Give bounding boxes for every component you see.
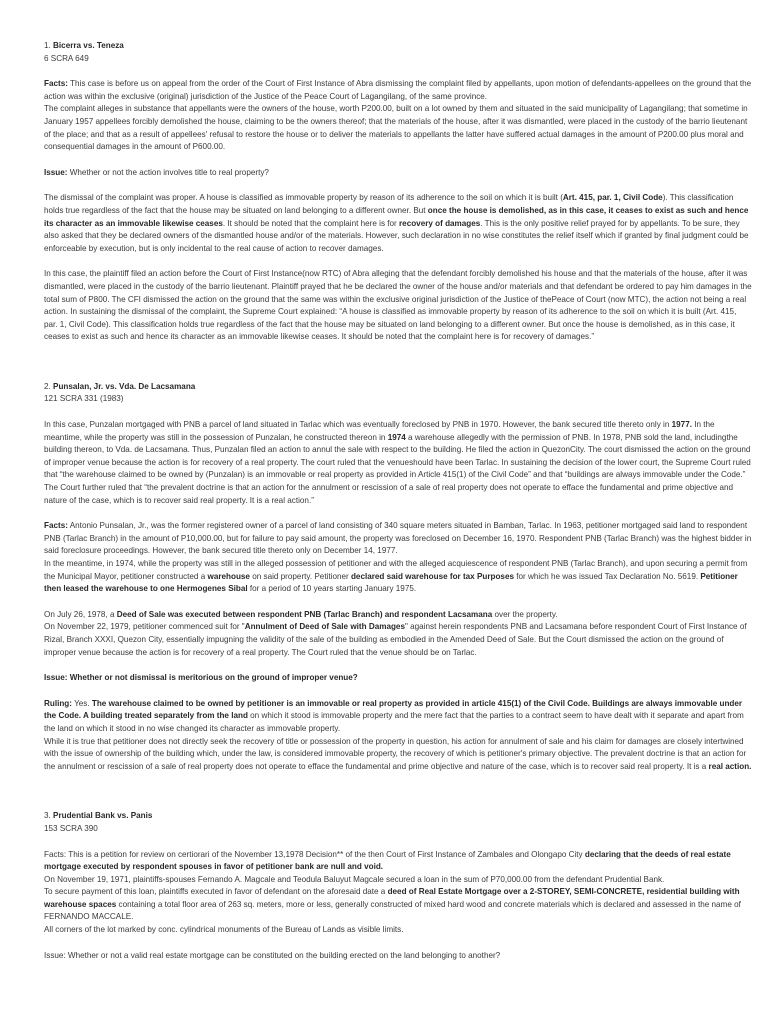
text-run: a warehouse allegedly with the permission of PNB. In 1978, PNB sold the land, includingthe building thereon, to Vda. de Lacsamana. Thus, Punzalan filed an action to annul the sale with respect to the building. He filed the action in QuezonCity. The court dismissed the action on the ground of improper venue because the action is for recovery of a real property. The court ruled that the venueshould have been Tarlac. In sustaining the decision of the lower court, the Supreme Court ruled that “the warehouse claimed to be owned by (Punzalan) is an immovable or real property as provided in Article 415(1) of the Civil Code” and that “buildings are always immovable under the Code.” The Court further ruled that “the prevalent doctrine is that an action for the annulment or rescission of a sale of real property does not operate to efface the fundamental and prime objective and nature of the case, which is to recover said real property. It is a real action.” (44, 432, 751, 505)
text-run: In the meantime, while the property was still in the possession of Punzalan, he constructed thereon in (44, 420, 715, 442)
text-run: Facts: This is a petition for review on certiorari of the November 13,1978 Decision** of the then Court of First Instance of Zambales and Olongapo City (44, 849, 585, 859)
bold-text: Deed of Sale was executed between respondent PNB (Tarlac Branch) and respondent Lacsamana (116, 609, 493, 619)
bold-text: warehouse (207, 571, 250, 581)
text-run: On July 26, 1978, a (44, 609, 117, 619)
paragraph (44, 672, 752, 685)
paragraph (44, 192, 752, 255)
bold-text: Annulment of Deed of Sale with Damages (244, 622, 405, 632)
case-section (44, 810, 752, 962)
case-number: 3. (44, 811, 51, 821)
bold-text: Issue: Whether or not dismissal is meritorious on the ground of improper venue? (44, 673, 358, 683)
paragraph (44, 874, 752, 887)
paragraph (44, 78, 752, 103)
paragraph (44, 950, 752, 963)
text-run: on said property. Petitioner (249, 571, 351, 581)
paragraph (44, 849, 752, 874)
text-run: on which it stood is immovable property and the mere fact that the parties to a contract seem to have dealt with it separate and apart from the land on which it stood in no wise changed its character as immovable property. (44, 711, 744, 733)
paragraph (44, 698, 752, 736)
text-run: . It should be noted that the complaint here is for (222, 218, 400, 228)
bold-text: deed of Real Estate Mortgage over a 2-STOREY, SEMI-CONCRETE, residential building with warehouse spaces (44, 887, 740, 909)
document-page (44, 40, 752, 975)
text-run: All corners of the lot marked by conc. cylindrical monuments of the Bureau of Lands as visible limits. (44, 925, 404, 935)
paragraph (44, 419, 752, 507)
bold-text: 1977. (671, 420, 692, 430)
bold-text: Petitioner then leased the warehouse to one Hermogenes Sibal (44, 571, 738, 594)
bold-text: Issue: (44, 167, 68, 177)
text-run: On November 19, 1971, plaintiffs-spouses Fernando A. Magcale and Teodula Baluyut Magcale secured a loan in the sum of P70,000.00 from the defendant Prudential Bank. (44, 874, 665, 884)
paragraph (44, 609, 752, 622)
bold-text: declaring that the deeds of real estate mortgage executed by respondent spouses in favor of petitioner bank are null and void. (44, 849, 731, 872)
text-run: over the property. (492, 609, 558, 619)
bold-text: 1974 (387, 432, 406, 442)
case-section (44, 381, 752, 773)
text-run: This case is before us on appeal from the order of the Court of First Instance of Abra dismissing the complaint filed by appellants, upon motion of defendants-appellees on the ground that the action was within the exclusive (original) jurisdiction of the Justice of the Peace Court of Lagangilang, of the same province. (44, 79, 752, 101)
text-run: . This is the only positive relief prayed for by appellants. To be sure, they also asked that they be declared owners of the dismantled house and/or of the materials. However, such declaration in no wise constitutes the relief itself which if granted by final judgment could be enforceable by execution, but is only incidental to the real cause of action to recover damages. (44, 218, 749, 253)
section-gap (44, 357, 752, 381)
paragraph (44, 558, 752, 596)
case-heading (44, 810, 752, 823)
paragraph (44, 886, 752, 924)
paragraph (44, 736, 752, 774)
case-section (44, 40, 752, 344)
paragraph (44, 268, 752, 344)
case-citation: 153 SCRA 390 (44, 823, 98, 833)
case-citation: 121 SCRA 331 (1983) (44, 394, 124, 404)
text-run: for a period of 10 years starting January 1975. (247, 584, 417, 594)
bold-text: Facts: (44, 79, 68, 89)
text-run: In this case, Punzalan mortgaged with PNB a parcel of land situated in Tarlac which was eventually foreclosed by PNB in 1970. However, the bank secured title thereto only in (44, 420, 672, 430)
bold-text: once the house is demolished, as in this case, it ceases to exist as such and hence its character as an immovable likewise ceases (44, 205, 749, 228)
text-run: containing a total floor area of 263 sq. meters, more or less, generally constructed of mixed hard wood and concrete materials which is declared and assessed in the name of FERNANDO MACCALE. (44, 899, 741, 922)
paragraph (44, 520, 752, 558)
bold-text: The warehouse claimed to be owned by petitioner is an immovable or real property as provided in article 415(1) of the Civil Code. Buildings are always immovable under the Code. A building treated separately from the land (44, 698, 743, 721)
text-run: for which he was issued Tax Declaration No. 5619. (513, 571, 701, 581)
text-run: Whether or not the action involves title to real property? (67, 167, 269, 177)
bold-text: Facts: (44, 521, 68, 531)
text-run: The complaint alleges in substance that appellants were the owners of the house, worth P200.00, built on a lot owned by them and situated in the said municipality of Lagangilang; that sometime in January 1957 appellees forcibly demolished the house, claiming to be the owners thereof; that the materials of the house, after it was dismantled, were placed in the custody of the barrio lieutenant of the place; and that as a result of appellees' refusal to restore the house or to deliver the materials to appellants the latter have suffered actual damages in the amount of P200.00 plus moral and consequential damages in the amount of P600.00. (44, 104, 748, 152)
case-heading (44, 40, 752, 53)
case-title: Punsalan, Jr. vs. Vda. De Lacsamana (53, 381, 196, 391)
text-run: In the meantime, in 1974, while the property was still in the alleged possession of petitioner and with the alleged acquiescence of respondent PNB (Tarlac Branch), and upon securing a permit from the Municipal Mayor, petitioner constructed a (44, 559, 748, 581)
paragraph (44, 103, 752, 153)
paragraph (44, 167, 752, 180)
text-run: To secure payment of this loan, plaintiffs executed in favor of defendant on the aforesaid date a (44, 887, 388, 897)
bold-text: real action. (708, 761, 752, 771)
case-number: 1. (44, 41, 51, 50)
text-run: In this case, the plaintiff filed an action before the Court of First Instance(now RTC) of Abra alleging that the defendant forcibly demolished his house and that the materials of the house, after it was dismantled, were placed in the custody of the barrio lieutenant. Plaintiff prayed that he be declared the owner of the house and/or materials and that defendant be ordered to pay him damages in the total sum of P800. The CFI dismissed the action on the ground that the same was within the exclusive original jurisdiction of the Justice of thePeace of Court (now MTC), the action not being a real action. In sustaining the dismissal of the complaint, the Supreme Court explained: “A house is classified as immovable property by reason of its adherence to the soil on which it is built (Art. 415, par. 1, Civil Code). This classification holds true regardless of the fact that the house may be situated on land belonging to a different owner. But once the house is demolished, as in this case, it ceases to exist as such and hence its character as an immovable likewise ceases. It should be noted that the complaint here is for recovery of damages.” (44, 269, 752, 342)
section-gap (44, 786, 752, 810)
text-run: ). This classification holds true regardless of the fact that the house may be situated on land belonging to a different owner. But (44, 193, 734, 215)
case-title: Bicerra vs. Teneza (53, 41, 124, 50)
text-run: While it is true that petitioner does not directly seek the recovery of title or possession of the property in question, his action for annulment of sale and his claim for damages are closely intertwined with the issue of ownership of the building which, under the law, is considered immovable property, the recovery of which is petitioner's primary objective. The prevalent doctrine is that an action for the annulment or rescission of a sale of real property does not operate to efface the fundamental and prime objective and nature of the case, which is to recover said real property. It is a (44, 736, 747, 771)
paragraph (44, 621, 752, 659)
text-run: " against herein respondents PNB and Lacsamana before respondent Court of First Instance of Rizal, Branch XXXI, Quezon City, essentially impugning the validity of the sale of the building as embodied in the Amended Deed of Sale. But the Court dismissed the action on the ground of improper venue because the action is for recovery of a real property. The Court ruled that the venue should be on Tarlac. (44, 622, 747, 657)
case-number: 2. (44, 381, 51, 391)
case-heading (44, 381, 752, 394)
bold-text: Art. 415, par. 1, Civil Code (562, 193, 663, 203)
paragraph (44, 924, 752, 937)
text-run: On November 22, 1979, petitioner commenced suit for " (44, 622, 245, 632)
text-run: Issue: Whether or not a valid real estate mortgage can be constituted on the building erected on the land belonging to another? (44, 950, 501, 960)
bold-text: declared said warehouse for tax Purposes (350, 571, 514, 581)
case-title: Prudential Bank vs. Panis (53, 811, 153, 821)
bold-text: recovery of damages (399, 218, 481, 228)
text-run: Antonio Punsalan, Jr., was the former registered owner of a parcel of land consisting of 340 square meters situated in Bamban, Tarlac. In 1963, petitioner mortgaged said land to respondent PNB (Tarlac Branch) in the amount of P10,000.00, but for failure to pay said amount, the property was foreclosed on December 16, 1970. Respondent PNB (Tarlac Branch) was the highest bidder in said foreclosure proceedings. However, the bank secured title thereto only on December 14, 1977. (44, 521, 752, 556)
case-citation: 6 SCRA 649 (44, 53, 89, 63)
text-run: Yes. (71, 698, 92, 708)
bold-text: Ruling: (44, 698, 72, 708)
text-run: The dismissal of the complaint was proper. A house is classified as immovable property by reason of its adherence to the soil on which it is built ( (44, 193, 563, 203)
